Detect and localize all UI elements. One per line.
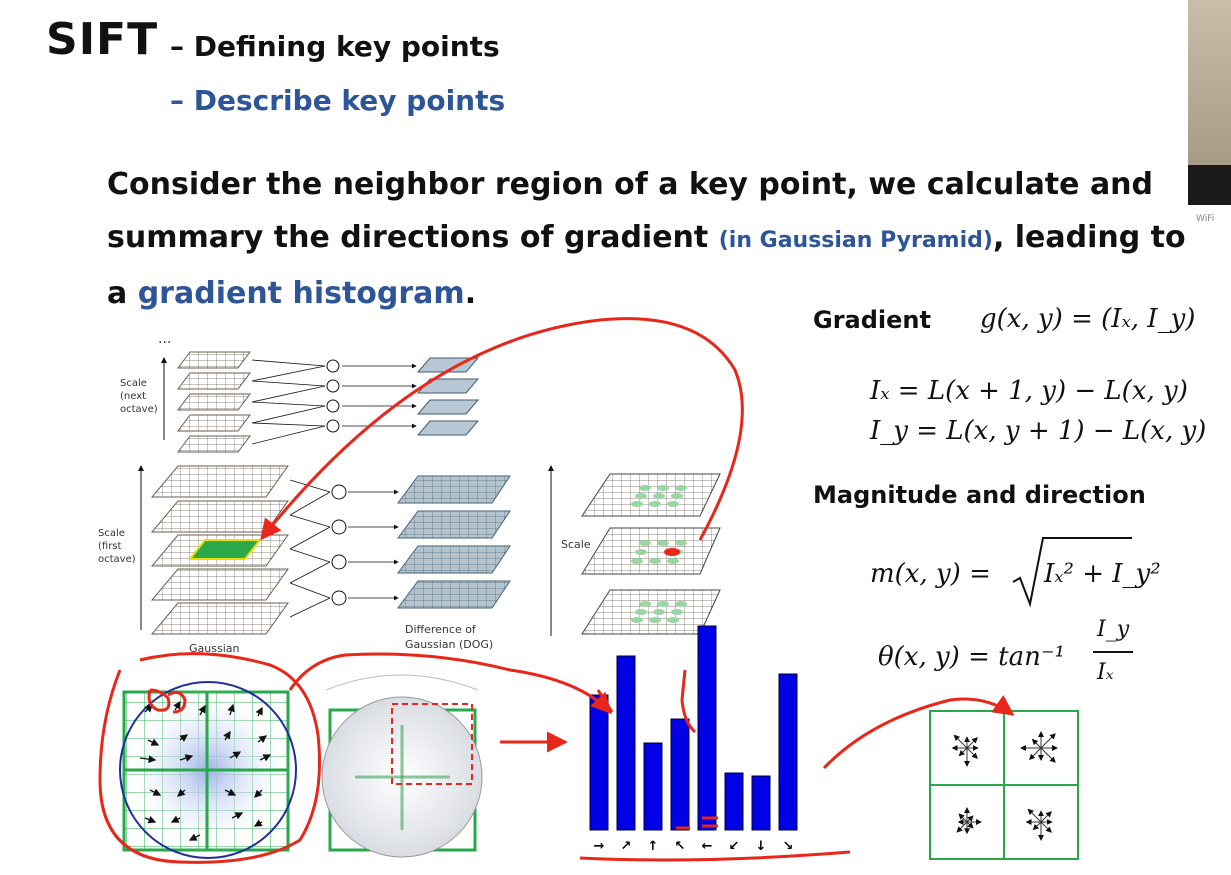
theta-numerator: I_y xyxy=(1097,617,1130,642)
scale-next-3: octave) xyxy=(120,404,158,415)
magnitude-eq-right: Iₓ² + I_y² xyxy=(1044,559,1161,589)
descriptor-orientation-arrow xyxy=(1041,812,1051,822)
extrema-grids xyxy=(582,474,720,634)
histogram-bar xyxy=(617,656,635,830)
descriptor-orientation-arrow xyxy=(1041,748,1055,762)
para-gradient-histogram: gradient histogram xyxy=(137,276,465,311)
descriptor-orientation-arrow xyxy=(1041,734,1055,748)
histogram-direction-label: ↖ xyxy=(674,839,686,854)
histogram-direction-label: ↑ xyxy=(647,839,659,854)
gradient-label: Gradient xyxy=(813,306,931,334)
subtitle-describe: – Describe key points xyxy=(170,84,506,117)
scale-first-1: Scale xyxy=(98,528,125,539)
histogram-bar xyxy=(671,719,689,830)
para-text-3: , leading to a xyxy=(107,220,1186,311)
webcam-wifi-label: WiFi xyxy=(1196,214,1215,224)
descriptor-orientation-arrow xyxy=(967,748,977,758)
histogram-direction-label: ↓ xyxy=(755,839,767,854)
gaussian-next-octave xyxy=(178,352,250,452)
magnitude-eq-left: m(x, y) = xyxy=(870,559,991,589)
magnitude-label: Magnitude and direction xyxy=(813,481,1146,509)
descriptor-orientation-arrow xyxy=(959,814,967,822)
scale-right-label: Scale xyxy=(561,538,591,551)
gaussian-weighted-window xyxy=(322,675,482,857)
descriptor-orientation-arrow xyxy=(954,735,967,748)
histogram-direction-label: ← xyxy=(701,839,713,854)
gaussian-label: Gaussian xyxy=(189,642,240,655)
descriptor-grid xyxy=(930,711,1078,859)
orientation-histogram xyxy=(590,626,797,854)
descriptor-orientation-arrow xyxy=(967,816,973,822)
scale-next-1: Scale xyxy=(120,378,147,389)
histogram-bar xyxy=(725,773,743,830)
scale-first-2: (first xyxy=(98,541,122,552)
para-text-1: Consider the neighbor region of a key point, we calculate and summary the directions of gradient xyxy=(107,167,1154,255)
descriptor-orientation-arrow xyxy=(1033,822,1041,830)
dog-label-1: Difference of xyxy=(405,623,476,636)
scale-next-2: (next xyxy=(120,391,147,402)
scale-first-3: octave) xyxy=(98,554,136,565)
histogram-bar xyxy=(590,695,608,830)
para-text-5: . xyxy=(464,276,477,311)
descriptor-orientation-arrow xyxy=(957,822,967,832)
ellipsis: ... xyxy=(158,331,172,347)
gaussian-first-octave xyxy=(152,466,288,634)
dog-first-octave xyxy=(398,476,510,608)
histogram-direction-label: ↘ xyxy=(782,839,794,854)
theta-eq-left: θ(x, y) = tan⁻¹ xyxy=(878,642,1065,672)
histogram-bar xyxy=(752,776,770,830)
descriptor-orientation-arrow xyxy=(1041,822,1051,832)
descriptor-orientation-arrow xyxy=(967,822,973,828)
theta-denominator: Iₓ xyxy=(1097,660,1114,685)
dog-label-2: Gaussian (DOG) xyxy=(405,638,494,651)
histogram-direction-label: ↗ xyxy=(620,839,632,854)
gradient-equation: g(x, y) = (Iₓ, I_y) xyxy=(980,304,1196,334)
descriptor-orientation-arrow xyxy=(1030,748,1041,759)
histogram-direction-label: ↙ xyxy=(728,839,740,854)
descriptor-orientation-arrow xyxy=(1028,809,1041,822)
descriptor-orientation-arrow xyxy=(959,748,967,756)
ix-equation: Iₓ = L(x + 1, y) − L(x, y) xyxy=(870,376,1188,406)
subtitle-define: – Defining key points xyxy=(170,30,500,63)
histogram-direction-label: → xyxy=(593,839,605,854)
para-gaussian-pyramid: (in Gaussian Pyramid) xyxy=(718,228,993,253)
descriptor-orientation-arrow xyxy=(967,738,977,748)
slide-title: SIFT xyxy=(46,14,159,65)
gradient-window xyxy=(120,682,296,858)
histogram-bar xyxy=(644,743,662,830)
histogram-bar xyxy=(779,674,797,830)
histogram-bar xyxy=(698,626,716,830)
iy-equation: I_y = L(x, y + 1) − L(x, y) xyxy=(870,416,1207,446)
descriptor-orientation-arrow xyxy=(1033,740,1042,749)
